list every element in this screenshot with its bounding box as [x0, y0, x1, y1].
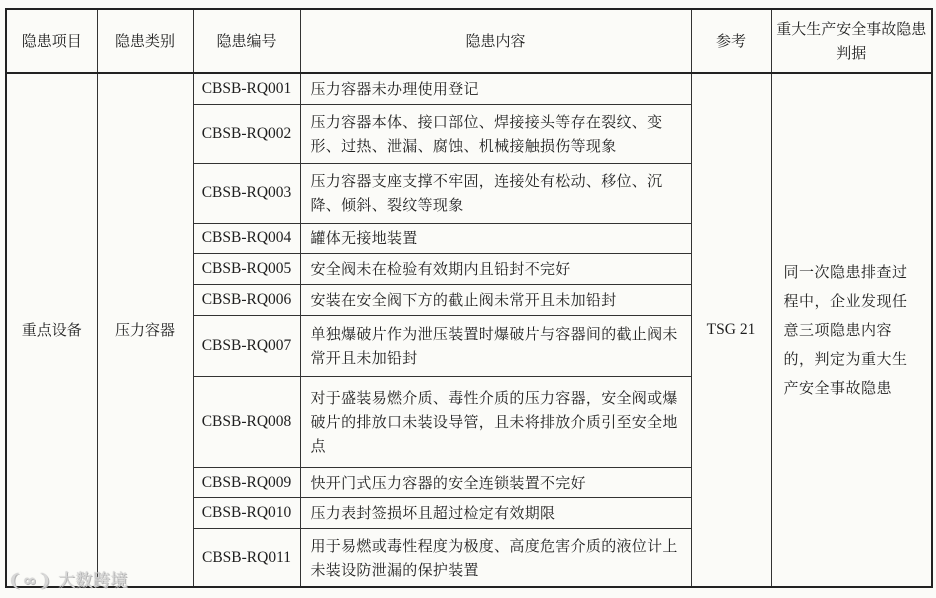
hazard-content-cell: 压力容器支座支撑不牢固，连接处有松动、移位、沉降、倾斜、裂纹等现象	[300, 163, 691, 223]
watermark	[8, 566, 128, 591]
hazard-content-cell: 压力容器未办理使用登记	[300, 73, 691, 104]
header-content: 隐患内容	[300, 9, 691, 73]
hazard-code-cell: CBSB-RQ004	[193, 223, 300, 253]
hazard-content-cell: 压力表封签损坏且超过检定有效期限	[300, 498, 691, 529]
hazard-code-cell: CBSB-RQ003	[193, 163, 300, 223]
reference-cell: TSG 21	[691, 73, 771, 587]
major-hazard-basis-cell: 同一次隐患排查过程中，企业发现任意三项隐患内容的，判定为重大生产安全事故隐患	[771, 73, 932, 587]
hazard-code-cell: CBSB-RQ001	[193, 73, 300, 104]
hazard-code-cell: CBSB-RQ002	[193, 104, 300, 163]
watermark-logo-icon: ❨∞❩	[8, 571, 59, 591]
hazard-code-cell: CBSB-RQ009	[193, 468, 300, 498]
hazard-content-cell: 单独爆破片作为泄压装置时爆破片与容器间的截止阀未常开且未加铅封	[300, 315, 691, 376]
watermark-text: 大数跨境	[58, 571, 129, 591]
header-row	[6, 9, 932, 73]
header-code: 隐患编号	[193, 9, 300, 73]
hazard-content-cell: 用于易燃或毒性程度为极度、高度危害介质的液位计上未装设防泄漏的保护装置	[300, 529, 691, 587]
hazard-content-cell: 压力容器本体、接口部位、焊接接头等存在裂纹、变形、过热、泄漏、腐蚀、机械接触损伤等现象	[300, 104, 691, 163]
hazard-content-cell: 快开门式压力容器的安全连锁装置不完好	[300, 468, 691, 498]
hazard-content-cell: 罐体无接地装置	[300, 223, 691, 253]
hazard-category-cell: 压力容器	[97, 73, 193, 587]
hazard-item-cell: 重点设备	[6, 73, 97, 587]
hazard-code-cell: CBSB-RQ011	[193, 529, 300, 587]
hazard-code-cell: CBSB-RQ005	[193, 253, 300, 284]
hazard-code-cell: CBSB-RQ007	[193, 315, 300, 376]
table-row	[6, 73, 932, 104]
hazard-table	[5, 8, 933, 588]
hazard-content-cell: 对于盛装易燃介质、毒性介质的压力容器，安全阀或爆破片的排放口未装设导管，且未将排放介质引至安全地点	[300, 377, 691, 468]
header-reference: 参考	[691, 9, 771, 73]
header-basis: 重大生产安全事故隐患判据	[771, 9, 932, 73]
hazard-content-cell: 安全阀未在检验有效期内且铅封不完好	[300, 253, 691, 284]
hazard-code-cell: CBSB-RQ010	[193, 498, 300, 529]
header-item: 隐患项目	[6, 9, 97, 73]
hazard-content-cell: 安装在安全阀下方的截止阀未常开且未加铅封	[300, 284, 691, 315]
hazard-code-cell: CBSB-RQ006	[193, 284, 300, 315]
hazard-code-cell: CBSB-RQ008	[193, 377, 300, 468]
header-category: 隐患类别	[97, 9, 193, 73]
